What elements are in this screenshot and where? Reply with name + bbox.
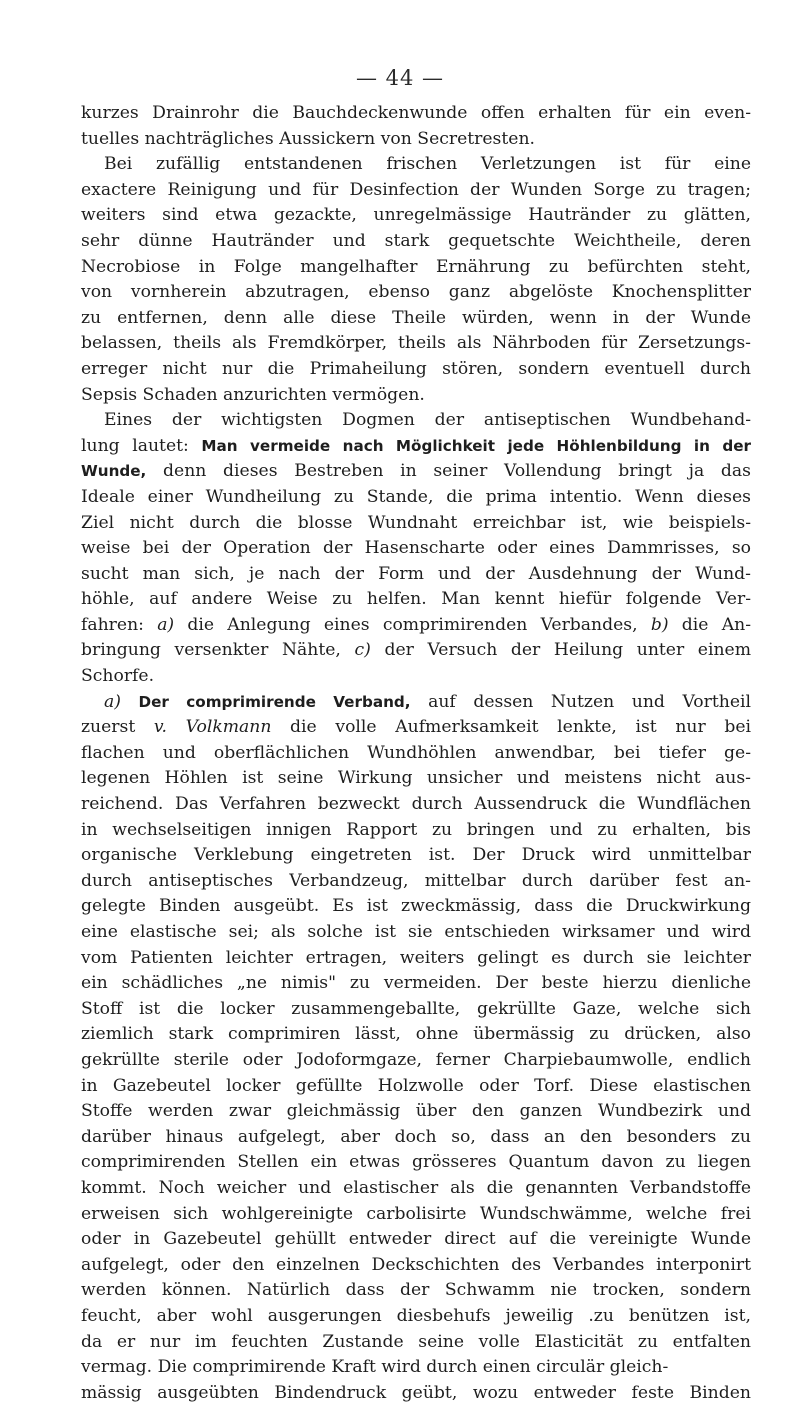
text-line (81, 613, 751, 639)
italic-phrase: a) (104, 691, 121, 712)
bold-phrase: Der comprimirende Verband, (138, 692, 411, 711)
text-line (81, 1150, 751, 1176)
text-line (81, 1253, 751, 1279)
bold-phrase: Man vermeide nach Möglichkeit jede Höhlenbildung in der (201, 436, 751, 455)
text-run: die volle Aufmerksamkeit lenkte, ist nur bei (271, 717, 751, 738)
text-line (81, 664, 751, 690)
text-line (81, 997, 751, 1023)
text-run: eine elastische sei; als solche ist sie entschieden wirksamer und wird (81, 922, 751, 942)
text-run: gekrüllte sterile oder Jodoformgaze, ferner Charpiebaumwolle, endlich (81, 1049, 751, 1070)
text-run: sehr dünne Hautränder und stark gequetschte Weichtheile, deren (81, 230, 751, 251)
italic-phrase: b) (650, 614, 669, 635)
text-run: reichend. Das Verfahren bezweckt durch Aussendruck die Wundflächen (81, 794, 751, 815)
text-run: die An- (668, 614, 752, 635)
text-line (81, 1099, 751, 1125)
text-run: Necrobiose in Folge mangelhafter Ernährung zu befürchten steht, (81, 256, 751, 277)
text-line (81, 1202, 751, 1228)
text-line (81, 971, 751, 997)
text-run: kommt. Noch weicher und elastischer als die genannten Verbandstoffe (81, 1177, 751, 1198)
bold-phrase: Wunde, (81, 462, 147, 481)
text-run: ein schädliches „ne nimis" zu vermeiden. Der beste hierzu dienliche (81, 973, 751, 994)
text-run: tuelles nachträgliches Aussickern von Secretresten. (81, 128, 535, 149)
text-line (81, 587, 751, 613)
text-run: Bei zufällig entstandenen frischen Verletzungen ist für eine (104, 154, 751, 175)
text-run: Stoff ist die locker zusammengeballte, gekrüllte Gaze, welche sich (81, 998, 751, 1019)
text-run: legenen Höhlen ist seine Wirkung unsicher und meistens nicht aus- (81, 768, 751, 789)
text-run: Schorfe. (81, 666, 155, 687)
text-run: ziemlich stark comprimiren lässt, ohne übermässig zu drücken, also (81, 1024, 751, 1045)
text-line (81, 306, 751, 332)
text-line (81, 280, 751, 306)
text-line (81, 1355, 751, 1381)
text-line (81, 766, 751, 792)
text-line (81, 434, 751, 460)
text-line (81, 408, 751, 434)
text-run: weise bei der Operation der Hasenscharte oder eines Dammrisses, so (81, 538, 751, 559)
text-line (81, 638, 751, 664)
text-line (81, 1304, 751, 1330)
text-line (81, 946, 751, 972)
text-run: gelegte Binden ausgeübt. Es ist zweckmässig, dass die Druckwirkung (81, 896, 751, 917)
text-run: sucht man sich, je nach der Form und der Ausdehnung der Wund- (81, 563, 751, 584)
text-line (81, 792, 751, 818)
text-line (81, 1381, 751, 1406)
text-line (81, 485, 751, 511)
text-run: darüber hinaus aufgelegt, aber doch so, dass an den besonders zu (81, 1126, 751, 1147)
text-run: der Versuch der Heilung unter einem (370, 640, 751, 661)
text-run: fahren: (81, 614, 158, 635)
text-run: lung lautet: (81, 435, 202, 456)
text-line (81, 331, 751, 357)
text-run: aufgelegt, oder den einzelnen Deckschichten des Verbandes interponirt (81, 1254, 751, 1275)
text-line (81, 818, 751, 844)
text-run: Sepsis Schaden anzurichten vermögen. (81, 384, 425, 405)
text-line (81, 1125, 751, 1151)
text-line (81, 1278, 751, 1304)
text-run: zuerst (81, 717, 154, 738)
text-run: höhle, auf andere Weise zu helfen. Man kennt hiefür folgende Ver- (81, 589, 751, 610)
text-run: zu entfernen, denn alle diese Theile würden, wenn in der Wunde (81, 307, 751, 328)
text-line (81, 1074, 751, 1100)
text-run: comprimirenden Stellen ein etwas grösseres Quantum davon zu liegen (81, 1152, 751, 1173)
italic-phrase: c) (354, 640, 371, 661)
text-run: exactere Reinigung und für Desinfection der Wunden Sorge zu tragen; (81, 179, 751, 200)
text-line (81, 459, 751, 485)
text-line (81, 843, 751, 869)
text-run: belassen, theils als Fremdkörper, theils als Nährboden für Zersetzungs- (81, 333, 751, 354)
text-run: kurzes Drainrohr die Bauchdeckenwunde offen erhalten für ein even- (81, 103, 751, 123)
text-line (81, 715, 751, 741)
text-run: feucht, aber wohl ausgerungen diesbehufs jeweilig .zu benützen ist, (81, 1305, 751, 1326)
text-run: denn dieses Bestreben in seiner Vollendung bringt ja das (146, 461, 751, 482)
text-line (81, 562, 751, 588)
text-line (81, 383, 751, 409)
text-run: bringung versenkter Nähte, (81, 640, 355, 661)
text-line (81, 101, 751, 127)
italic-phrase: a) (157, 614, 175, 635)
text-run: die Anlegung eines comprimirenden Verbandes, (174, 614, 651, 635)
text-run: Ziel nicht durch die blosse Wundnaht erreichbar ist, wie beispiels- (81, 512, 751, 533)
text-line (81, 536, 751, 562)
text-line (81, 178, 751, 204)
text-line (81, 741, 751, 767)
text-line (81, 1048, 751, 1074)
text-line (81, 1227, 751, 1253)
text-run: Ideale einer Wundheilung zu Stande, die prima intentio. Wenn dieses (81, 486, 751, 507)
text-line (81, 511, 751, 537)
text-run: in wechselseitigen innigen Rapport zu bringen und zu erhalten, bis (81, 819, 751, 840)
text-line (81, 920, 751, 946)
text-run: in Gazebeutel locker gefüllte Holzwolle oder Torf. Diese elastischen (81, 1075, 751, 1096)
text-run: Stoffe werden zwar gleichmässig über den ganzen Wundbezirk und (81, 1101, 751, 1122)
text-run: erweisen sich wohlgereinigte carbolisirte Wundschwämme, welche frei (81, 1203, 751, 1224)
text-run: weiters sind etwa gezackte, unregelmässige Hautränder zu glätten, (81, 205, 751, 226)
text-line (81, 203, 751, 229)
text-line (81, 1176, 751, 1202)
text-line (81, 127, 751, 153)
text-run: oder in Gazebeutel gehüllt entweder direct auf die vereinigte Wunde (81, 1229, 751, 1250)
text-run: flachen und oberflächlichen Wundhöhlen anwendbar, bei tiefer ge- (81, 742, 751, 763)
text-line (81, 1022, 751, 1048)
text-run: Eines der wichtigsten Dogmen der antiseptischen Wundbehand- (104, 410, 751, 431)
text-run: vom Patienten leichter ertragen, weiters gelingt es durch sie leichter (81, 947, 751, 968)
text-line (81, 255, 751, 281)
text-run: erreger nicht nur die Primaheilung stören, sondern eventuell durch (81, 358, 751, 379)
text-run: vermag. Die comprimirende Kraft wird durch einen circulär gleich- (81, 1357, 669, 1378)
text-run: werden können. Natürlich dass der Schwamm nie trocken, sondern (81, 1280, 751, 1301)
body-text (81, 101, 751, 1406)
text-run: auf dessen Nutzen und Vortheil (410, 691, 751, 712)
text-run: da er nur im feuchten Zustande seine volle Elasticität zu entfalten (81, 1331, 751, 1352)
italic-phrase: v. Volkmann (153, 717, 272, 738)
text-line (81, 894, 751, 920)
text-line (81, 690, 751, 716)
text-line (81, 229, 751, 255)
text-line (81, 152, 751, 178)
text-run: durch antiseptisches Verbandzeug, mittelbar durch darüber fest an- (81, 870, 751, 891)
text-run: organische Verklebung eingetreten ist. Der Druck wird unmittelbar (81, 845, 751, 866)
text-run: von vornherein abzutragen, ebenso ganz abgelöste Knochensplitter (81, 282, 751, 303)
text-line (81, 357, 751, 383)
text-run (121, 692, 139, 712)
text-run: mässig ausgeübten Bindendruck geübt, wozu entweder feste Binden (81, 1382, 751, 1403)
text-line (81, 869, 751, 895)
page-number: — 44 — (355, 66, 445, 90)
text-line (81, 1330, 751, 1356)
